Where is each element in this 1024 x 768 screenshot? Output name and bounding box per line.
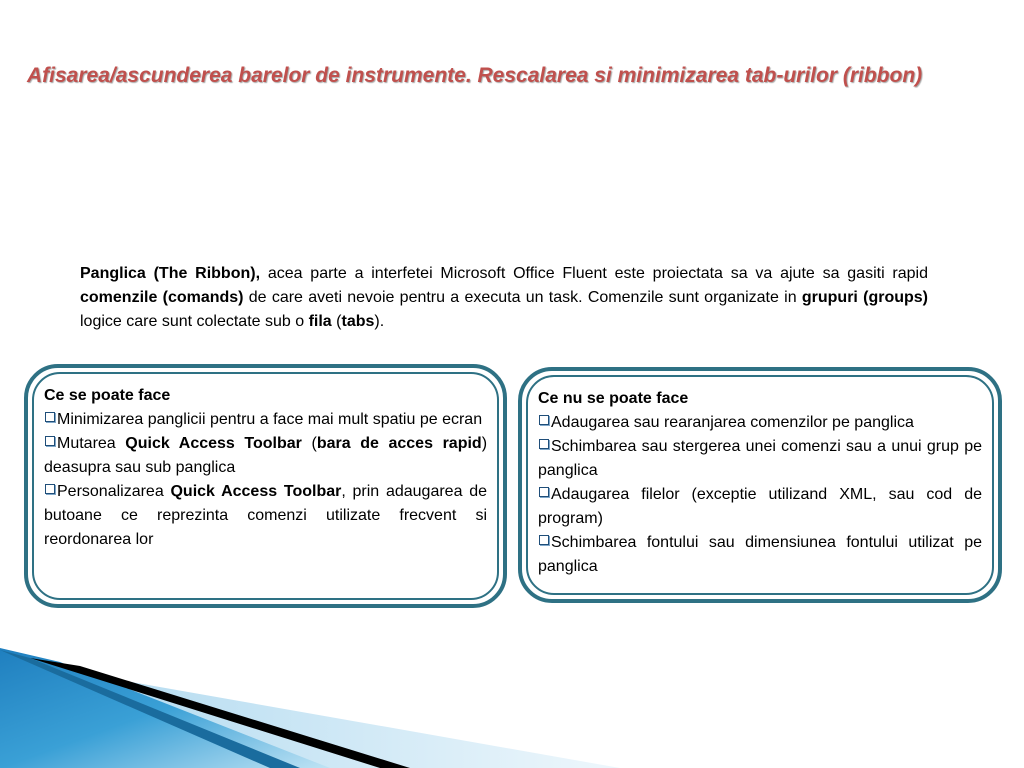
cannot-do-heading: Ce nu se poate face [538, 390, 689, 407]
cannot-do-item-text: Adaugarea sau rearanjarea comenzilor pe panglica [551, 414, 914, 431]
can-do-heading: Ce se poate face [44, 387, 171, 404]
hollow-square-bullet-icon [539, 535, 549, 545]
hollow-square-bullet-icon [539, 415, 549, 425]
cannot-do-item [538, 411, 982, 435]
can-do-item-text: ( [301, 435, 317, 452]
can-do-content [44, 384, 487, 552]
cannot-do-item-text: Schimbarea sau stergerea unei comenzi sau a unui grup pe panglica [538, 438, 982, 479]
can-do-item-bold: Quick Access Toolbar [125, 435, 302, 452]
can-do-item-text: ) deasupra sau sub panglica [44, 435, 488, 476]
cannot-do-item [538, 531, 982, 579]
can-do-item [44, 408, 487, 432]
intro-text-1: acea parte a interfetei Microsoft Office Fluent este proiectata sa va ajute sa gasiti rapid [260, 265, 928, 282]
can-do-item-text: Personalizarea [57, 483, 171, 500]
cannot-do-item-text: Schimbarea fontului sau dimensiunea fontului utilizat pe panglica [538, 534, 982, 575]
cannot-do-item-text: Adaugarea filelor (exceptie utilizand XML, sau cod de program) [538, 486, 982, 527]
cannot-do-item [538, 435, 982, 483]
intro-text-4: ( [331, 313, 342, 330]
can-do-box [24, 364, 507, 608]
can-do-item [44, 432, 487, 480]
hollow-square-bullet-icon [45, 412, 55, 422]
can-do-item-bold: bara de acces rapid [316, 435, 482, 452]
intro-tabs-term: tabs [341, 313, 375, 330]
intro-paragraph [80, 262, 928, 334]
can-do-item-text: Mutarea [57, 435, 126, 452]
intro-text-3: logice care sunt colectate sub o [80, 313, 309, 330]
bottom-wave-decoration [0, 640, 1024, 768]
can-do-item [44, 480, 487, 552]
hollow-square-bullet-icon [539, 487, 549, 497]
hollow-square-bullet-icon [539, 439, 549, 449]
cannot-do-item [538, 483, 982, 531]
hollow-square-bullet-icon [45, 484, 55, 494]
intro-ribbon-term: Panglica (The Ribbon), [80, 265, 261, 282]
intro-text-5: ). [374, 313, 385, 330]
can-do-item-text: Minimizarea panglicii pentru a face mai mult spatiu pe ecran [57, 411, 483, 428]
intro-commands-term: comenzile (comands) [80, 289, 244, 306]
can-do-item-bold: Quick Access Toolbar [170, 483, 342, 500]
intro-groups-term: grupuri (groups) [801, 289, 928, 306]
cannot-do-content [538, 387, 982, 579]
intro-text-2: de care aveti nevoie pentru a executa un task. Comenzile sunt organizate in [243, 289, 802, 306]
cannot-do-box [518, 367, 1002, 603]
slide-title: Afisarea/ascunderea barelor de instrumente. Rescalarea si minimizarea tab-urilor (ribbon) [27, 64, 923, 87]
can-do-item-text: , prin adaugarea de butoane ce reprezinta comenzi utilizate frecvent si reordonarea lor [44, 483, 488, 548]
intro-fila-term: fila [308, 313, 332, 330]
hollow-square-bullet-icon [45, 436, 55, 446]
